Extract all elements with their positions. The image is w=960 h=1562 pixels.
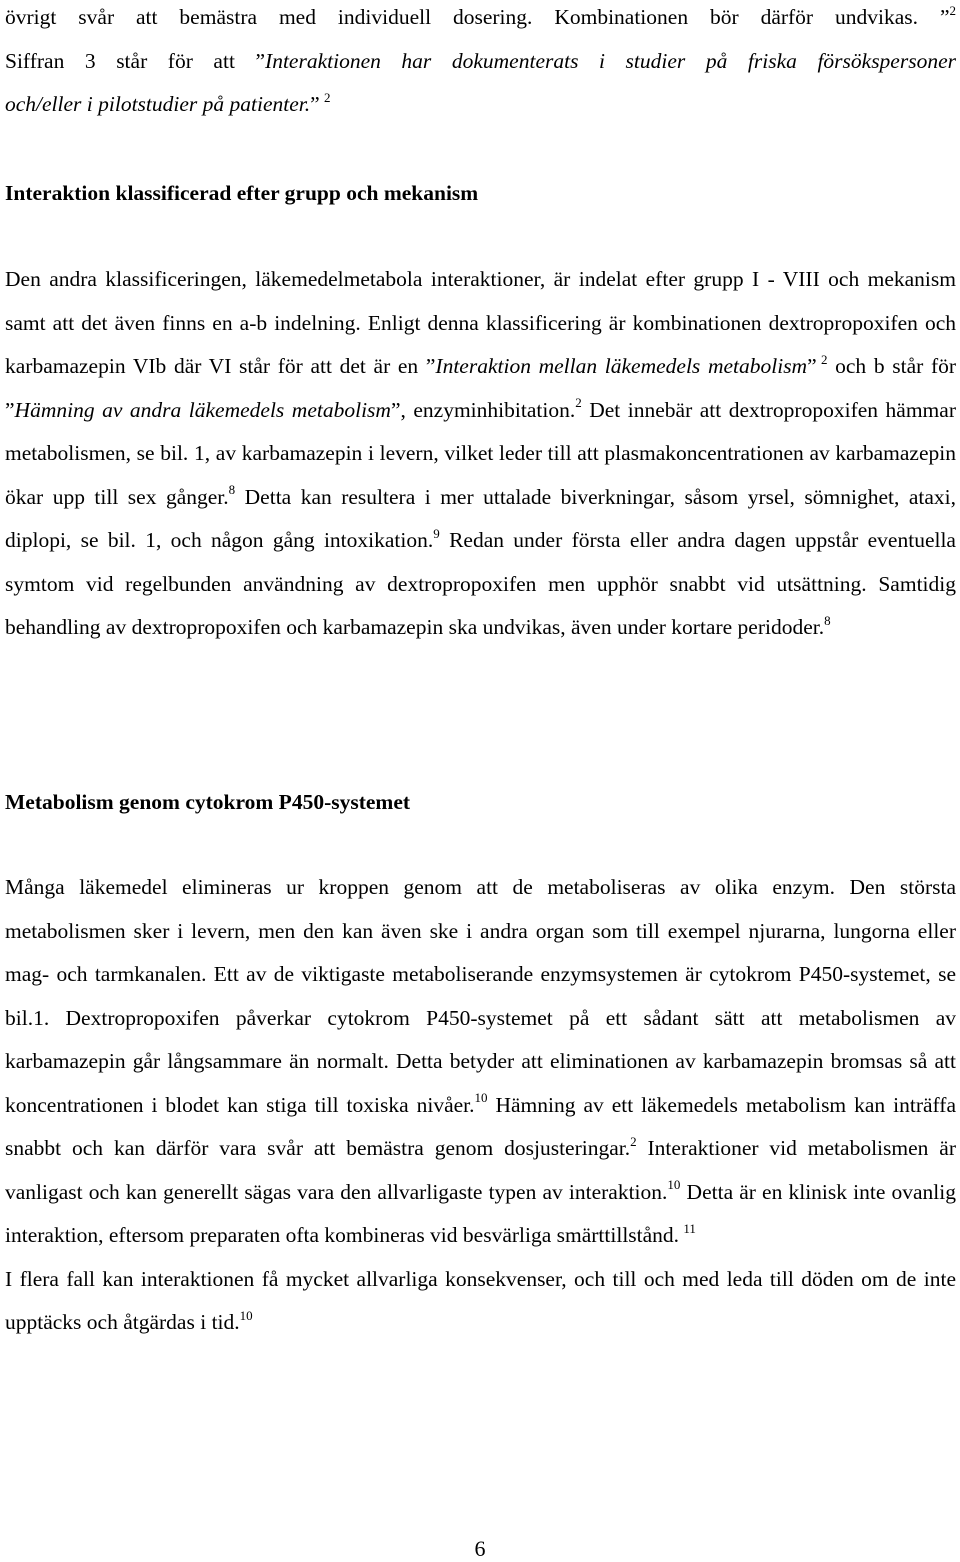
quote-mark: ”: [310, 92, 320, 116]
citation-ref: 10: [239, 1307, 253, 1323]
citation-ref: 2: [949, 2, 956, 18]
quote-mark: ”: [5, 397, 15, 422]
text-run: Det innebär att dextropropoxifen hämmar metabolismen, se bil. 1, av karbamazepin i levern, vilket leder till att plasmakoncentrationen av karbamazepin ökar upp till sex gånger.: [5, 397, 956, 509]
quote-mark: ”: [807, 354, 817, 378]
citation-ref: 8: [228, 482, 236, 498]
page-number: 6: [474, 1536, 486, 1561]
text-run: I flera fall kan interaktionen få mycket allvarliga konsekvenser, och till och med leda till döden om de inte upptäcks och åtgärdas i tid.: [5, 1266, 956, 1334]
text-run: Detta är en klinisk inte ovanlig interaktion, eftersom preparaten ofta kombineras vid besvärliga smärttillstånd.: [5, 1179, 956, 1247]
text-run: Den andra klassificeringen, läkemedelmetabola interaktioner, är indelat efter grupp I - VIII och mekanism samt att det även finns en a-b indelning. Enligt denna klassificering är kombinationen dextropropoxifen och karbamazepin VIb där VI står för att det är en: [5, 267, 956, 378]
text-run: Redan under första eller andra dagen uppstår eventuella symtom vid regelbunden användning av dextropropoxifen men upphör snabbt vid utsättning. Samtidig behandling av dextropropoxifen och karbamazepin ska undvikas, även under kortare peridoder.: [5, 528, 956, 639]
body-paragraph: [5, 866, 956, 1258]
section-heading: Interaktion klassificerad efter grupp och mekanism: [5, 181, 479, 205]
text-run: , enzyminhibitation.: [400, 397, 576, 422]
continuation-paragraph: [5, 0, 956, 127]
quote-mark: ”: [939, 5, 950, 29]
quoted-definition: Interaktionen har dokumenterats i studier på friska försökspersoner: [265, 48, 956, 73]
text-run: och b står för: [835, 354, 957, 378]
text-run: Hämning av ett läkemedels metabolism kan inträffa snabbt och kan därför vara svår att bemästra genom dosjusteringar.: [5, 1092, 956, 1160]
text-run: Detta kan resultera i mer uttalade biverkningar, såsom yrsel, sömnighet, ataxi, diplopi, se bil. 1, och någon gång intoxikation.: [5, 484, 956, 552]
citation-ref: 10: [474, 1090, 488, 1106]
continuation-line-1: [5, 0, 956, 40]
section-1: [5, 178, 956, 208]
citation-ref: 10: [667, 1177, 681, 1193]
section-heading: Metabolism genom cytokrom P450-systemet: [5, 790, 411, 814]
section-2: [5, 787, 956, 817]
line-text: Siffran 3 står för att: [5, 48, 235, 73]
quoted-definition: Hämning av andra läkemedels metabolism: [14, 397, 391, 422]
quoted-definition: och/eller i pilotstudier på patienter.: [5, 92, 311, 116]
citation-ref: 9: [433, 525, 440, 541]
section-2-body: [5, 866, 956, 1345]
citation-ref: 2: [820, 351, 828, 367]
citation-ref: 11: [683, 1220, 696, 1236]
citation-ref: 2: [630, 1133, 637, 1149]
text-run: Interaktioner vid metabolismen är vanligast och kan generellt sägas vara den allvarligaste typen av interaktion.: [5, 1136, 956, 1204]
line-text: övrigt svår att bemästra med individuell dosering. Kombinationen bör därför undvikas.: [5, 5, 919, 29]
quote-mark: ”: [255, 48, 266, 73]
body-paragraph: [5, 1258, 956, 1345]
citation-ref: 8: [824, 612, 831, 628]
continuation-line-3: [5, 83, 956, 127]
quote-mark: ”: [425, 354, 436, 378]
body-paragraph: [5, 258, 956, 650]
citation-ref: 2: [575, 395, 582, 411]
section-1-body: [5, 258, 956, 650]
citation-ref: 2: [324, 89, 331, 105]
text-run: Många läkemedel elimineras ur kroppen genom att de metaboliseras av olika enzym. Den största metabolismen sker i levern, men den kan även ske i andra organ som till exempel njurarna, lungorna eller mag- och tarmkanalen. Ett av de viktigaste metaboliserande enzymsystemen är cytokrom P450-systemet, se bil.1. Dextropropoxifen påverkar cytokrom P450-systemet på ett sådant sätt att metabolismen av karbamazepin går långsammare än normalt. Detta betyder att eliminationen av karbamazepin bromsas så att koncentrationen i blodet kan stiga till toxiska nivåer.: [5, 875, 956, 1117]
quoted-definition: Interaktion mellan läkemedels metabolism: [435, 354, 808, 378]
quote-mark: ”: [390, 397, 401, 422]
continuation-line-2: [5, 40, 956, 84]
